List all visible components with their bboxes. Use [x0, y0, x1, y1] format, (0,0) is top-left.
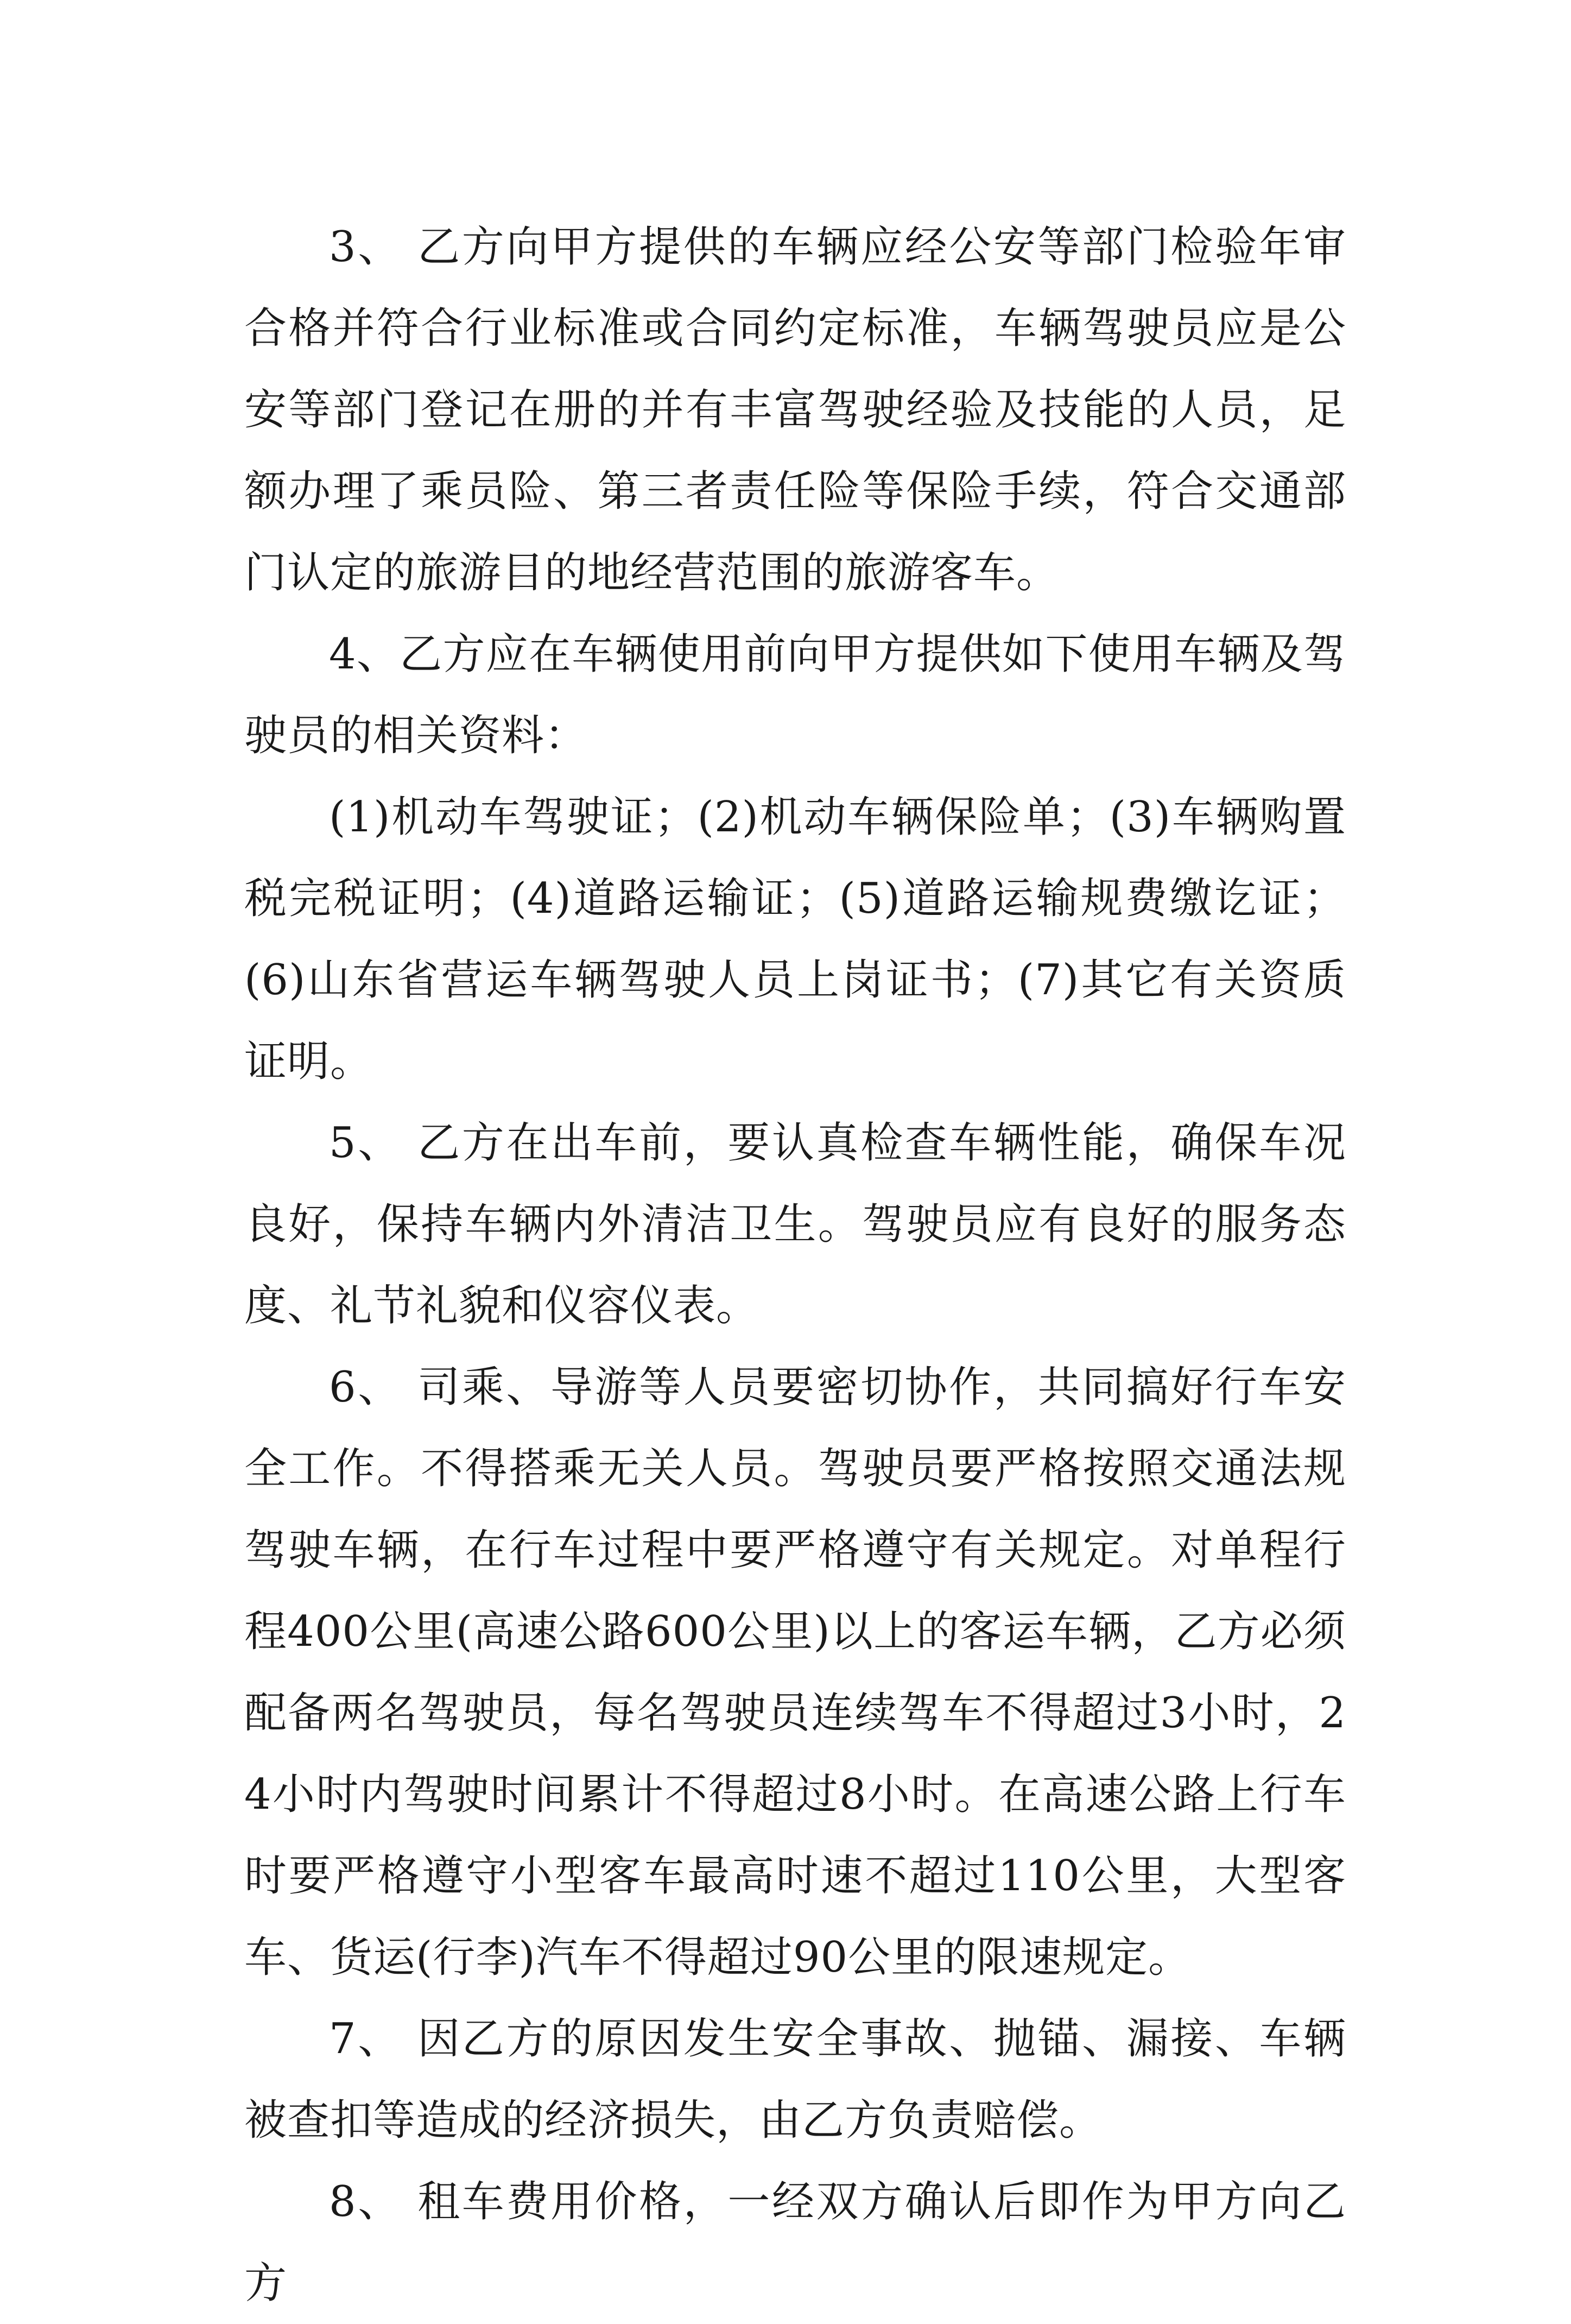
clause-3: 3、 乙方向甲方提供的车辆应经公安等部门检验年审合格并符合行业标准或合同约定标准，车辆驾驶员应是公安等部门登记在册的并有丰富驾驶经验及技能的人员，足额办理了乘员险、第三者责任险等保险手续，符合交通部门认定的旅游目的地经营范围的旅游客车。 [244, 223, 1346, 597]
clause-4-document-list: (1)机动车驾驶证；(2)机动车辆保险单；(3)车辆购置税完税证明；(4)道路运输证；(5)道路运输规费缴讫证；(6)山东省营运车辆驾驶人员上岗证书；(7)其它有关资质证明。 [244, 793, 1346, 1086]
clause-6: 6、 司乘、导游等人员要密切协作，共同搞好行车安全工作。不得搭乘无关人员。驾驶员要严格按照交通法规驾驶车辆，在行车过程中要严格遵守有关规定。对单程行程400公里(高速公路600公里)以上的客运车辆，乙方必须配备两名驾驶员，每名驾驶员连续驾车不得超过3小时，24小时内驾驶时间累计不得超过8小时。在高速公路上行车时要严格遵守小型客车最高时速不超过110公里，大型客车、货运(行李)汽车不得超过90公里的限速规定。 [244, 1363, 1346, 1982]
clause-8: 8、 租车费用价格，一经双方确认后即作为甲方向乙方 [244, 2177, 1346, 2308]
clause-5: 5、 乙方在出车前，要认真检查车辆性能，确保车况良好，保持车辆内外清洁卫生。驾驶员应有良好的服务态度、礼节礼貌和仪容仪表。 [244, 1119, 1346, 1330]
document-body [244, 206, 1346, 2324]
clause-7: 7、 因乙方的原因发生安全事故、抛锚、漏接、车辆被查扣等造成的经济损失，由乙方负责赔偿。 [244, 2014, 1346, 2145]
clause-4: 4、乙方应在车辆使用前向甲方提供如下使用车辆及驾驶员的相关资料： [244, 630, 1346, 760]
